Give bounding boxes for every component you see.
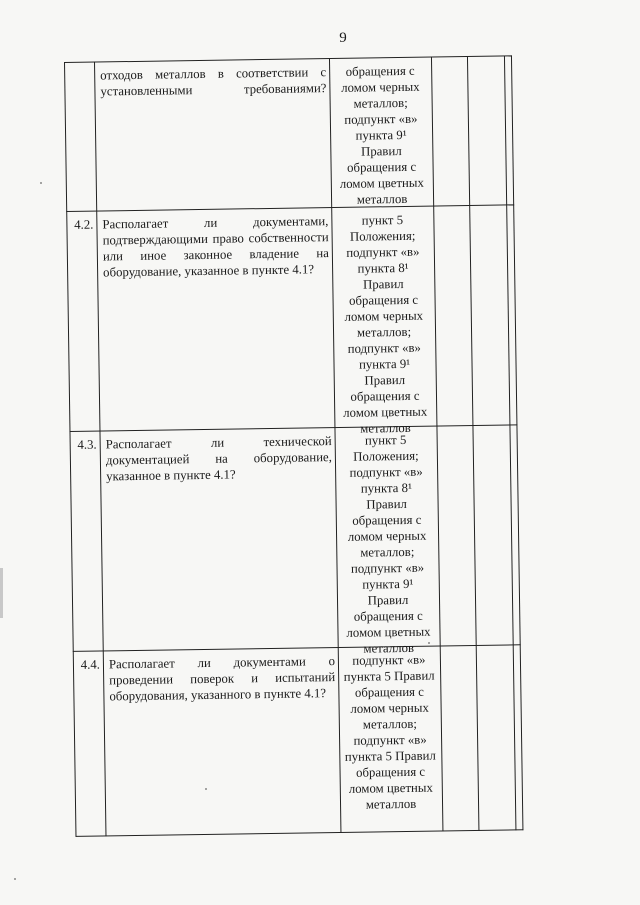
row-number: 4.3. (77, 437, 97, 452)
question-text: Располагает ли технической документацией на оборудование, указанное в пункте 4.1? (105, 434, 332, 484)
page-number: 9 (339, 30, 347, 46)
row-number: 4.2. (74, 217, 94, 232)
row-border (69, 424, 517, 432)
question-text: Располагает ли документами, подтверждающими право собственности или иное законное владение на оборудование, указанное в пункте 4.1? (102, 214, 329, 280)
scan-speck (14, 878, 16, 880)
scan-edge-mark (0, 568, 3, 618)
row-border (73, 644, 521, 652)
scan-speck (205, 788, 207, 790)
requirements-text: обращения с ломом черных металлов; подпункт «в» пункта 9¹ Правил обращения с ломом цветных металлов (339, 63, 424, 207)
scan-speck (428, 642, 430, 644)
column-border (467, 56, 479, 831)
row-border (75, 829, 523, 837)
question-text: Располагает ли документами о проведении поверок и испытаний оборудования, указанного в пункте 4.1? (108, 654, 336, 704)
scan-speck (40, 182, 42, 184)
row-border (64, 55, 512, 63)
row-border (66, 204, 514, 212)
requirements-text: пункт 5 Положения; подпункт «в» пункта 8¹ Правил обращения с ломом черных металлов; подпункт «в» пункта 9¹ Правил обращения с ломом цветных металлов (343, 212, 428, 436)
row-number: 4.4. (80, 657, 101, 672)
requirements-text: пункт 5 Положения; подпункт «в» пункта 8¹ Правил обращения с ломом черных металлов; подпункт «в» пункта 9¹ Правил обращения с ломом цветных металлов (346, 432, 431, 656)
question-text: отходов металлов в соответствии с установленными требованиями? (100, 65, 327, 99)
column-border (504, 55, 516, 830)
requirements-text: подпункт «в» пункта 5 Правил обращения с ломом черных металлов; подпункт «в» пункта 5 Правил обращения с ломом цветных металлов (343, 652, 436, 812)
